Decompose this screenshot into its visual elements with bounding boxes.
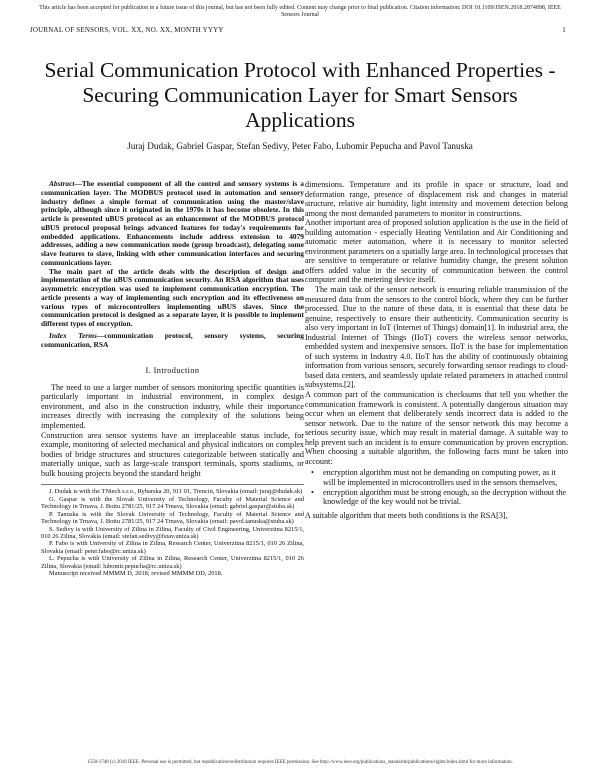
abstract-paragraph-2: The main part of the article deals with the description of design and implementation of the uBUS communication security. An RSA algorithm that uses asymmetric encryption was used to implement communication encryption. The article presents a way of implementing such encryption and its effectiveness on various types of microcontrollers implementing uBUS slaves. Since the communication protocol is designed as a separate layer, it is possible to implement different types of encryption.: [41, 266, 304, 328]
footnote: P. Fabo is with University of Zilina in Zilina, Research Center, Univerzitna 8215/1, 010 26 Zilina, Slovakia (email: peter.fabo@rc.uniza.sk): [41, 540, 304, 555]
bullet-icon: •: [311, 468, 314, 478]
list-item: [311, 487, 568, 507]
running-head: [30, 26, 570, 34]
page-number: 1: [562, 26, 566, 34]
body-paragraph: Another important area of proposed solution application is the use in the field of building automation - especially Heating Ventilation and Air Conditioning and automatic meter automation, where it is necessary to monitor selected environment parameters on a spatially large area. In technological processes that are sensitive to temperature or relative humidity change, the present solution offers added value in the security of communication between the control computer and the metering device itself.: [305, 218, 568, 285]
bullet-icon: •: [311, 487, 314, 497]
list-item-text: encryption algorithm must not be demanding on computing power, as it will be implemented in microcontrollers used in the sensors themselves,: [323, 468, 558, 487]
body-paragraph: dimensions. Temperature and its profile in space or structure, load and deformation range, presence of displacement risk and changes in material structure, relative air humidity, light intensity and movement detection belong among the most demanded parameters to monitor in constructions.: [305, 180, 568, 218]
index-terms-label: Index Terms: [49, 330, 97, 340]
acceptance-notice: This article has been accepted for publication in a future issue of this journal, but has not been fully edited. Content may change prior to final publication. Citation information: DOI 10.1109/JSEN.2018.2874898, IEEE Sensors Journal: [39, 5, 561, 18]
footnote: G. Gaspar is with the Slovak University of Technology, Faculty of Material Science and Technology in Trnava, J. Bottu 2781/25, 917 24 Trnava, Slovakia (email: gabriel.gaspar@stuba.sk): [41, 495, 304, 511]
copyright-footer: 1558-1748 (c) 2018 IEEE. Personal use is permitted, but republication/redistribution requires IEEE permission. See http://www.ieee.org/publications_standards/publications/rights/index.html for more information.: [87, 760, 513, 765]
footnote: Manuscript received MMMM D, 2018; revised MMMM DD, 2018.: [49, 570, 223, 578]
abstract-body: —The essential component of all the control and sensory systems is a communication layer. The MODBUS protocol used in automation and sensory industry defines a simple format of communication using the master/slave principle, although since it originated in the 1970s it has become obsolete. In this article is presented uBUS protocol as an enhancement of the MODBUS protocol uBUS protocol proposal brings advanced features for today's requirements for embedded applications. Enhancements include address extension to 4079 addresses, adding a new communication mode (group broadcast), delegating some slave features to slave, linking with other communication interfaces and securing communications layer.: [41, 179, 304, 267]
footnote-divider: [41, 484, 304, 485]
index-terms: [41, 332, 304, 350]
paper-title: Serial Communication Protocol with Enhanced Properties - Securing Communication Layer for Smart Sensors Applications: [44, 58, 556, 132]
abstract-label: Abstract: [49, 179, 75, 188]
requirements-list: [305, 468, 568, 506]
section-heading-introduction: I. Introduction: [145, 366, 200, 376]
author-list: Juraj Dudak, Gabriel Gaspar, Stefan Sedivy, Peter Fabo, Lubomir Pepucha and Pavol Tanuska: [127, 141, 473, 151]
footnote: P. Tanuska is with the Slovak University of Technology, Faculty of Material Science and Technology in Trnava, J. Bottu 2781/25, 917 24 Trnava, Slovakia (email: pavol.tanuska@stuba.sk): [41, 510, 304, 526]
body-paragraph: A suitable algorithm that meets both conditions is the RSA[3],: [305, 510, 508, 520]
intro-paragraph-1: The need to use a larger number of sensors monitoring specific quantities is particularly important in industrial environment, in complex design environment, and also in the construction industry, while their importance increases directly with increasing the complexity of the solutions being implemented.: [41, 382, 304, 430]
list-item: [311, 468, 568, 487]
body-paragraph: A common part of the communication is checksums that tell you whether the communication framework is consistent. A potentially dangerous situation may occur when an element that deliberately sends incorrect data is added to the sensor network. Due to the nature of the sensor network this may become a serious security issue, which may result in material damage. A suitable way to help prevent such an incident is to ensure communication by proven encryption. When choosing a suitable algorithm, the following facts must be taken into account:: [305, 390, 568, 466]
left-column: [41, 180, 304, 578]
right-column: [305, 180, 568, 520]
intro-paragraph-2: Construction area sensor systems have an irreplaceable status include, for example, monitoring of selected mechanical and physical indicators on complex bodies of bridge structures and structures categorizable between statically and materially unique, such as large-scale transport terminals, sports stadiums, or bulk housing projects beyond the standard height: [41, 430, 304, 478]
journal-name: JOURNAL OF SENSORS, VOL. XX, NO. XX, MONTH YYYY: [30, 26, 224, 34]
footnote: S. Sedivy is with University of Zilina in Zilina, Faculty of Civil Engineering, Univerzitna 8215/1, 010 26 Zilina, Slovakia (email: stefan.sedivy@fstav.uniza.sk): [41, 525, 304, 540]
footnote: L. Pepucha is with University of Zilina in Zilina, Research Center, Univerzitna 8215/1, 010 26 Zilina, Slovakia (email: lubomir.pepucha@rc.uniza.sk): [41, 555, 304, 570]
footnote: J. Dudak is with the TNtech s.r.o., Rybarska 20, 911 01, Trencin, Slovakia (email: juraj@dudak.sk): [49, 488, 303, 496]
abstract: [41, 180, 304, 268]
list-item-text: encryption algorithm must be strong enough, so the decryption without the knowledge of the key would not be trivial.: [323, 487, 567, 507]
index-terms-body: —communication protocol, sensory systems, securing communication, RSA: [41, 330, 304, 349]
body-paragraph: The main task of the sensor network is ensuring reliable transmission of the measured data from the sensors to the control block, where they can be further processed. Due to the nature of these data, it is essential that these data be genuine, respectively to ensure their authenticity. Communication security is also very important in IoT (Internet of Things) domain[1]. In industrial area, the Industrial Internet of Things (IIoT) covers the wireless sensor networks, embedded system and inexpensive sensors. IIoT is the base for implementation of such systems in Industry 4.0. IIoT has the ability of continuously obtaining information from various sensors, securely forwarding sensor readings to cloud-based data centers, and seamlessly update related parameters in attached control subsystems.[2].: [305, 285, 568, 390]
